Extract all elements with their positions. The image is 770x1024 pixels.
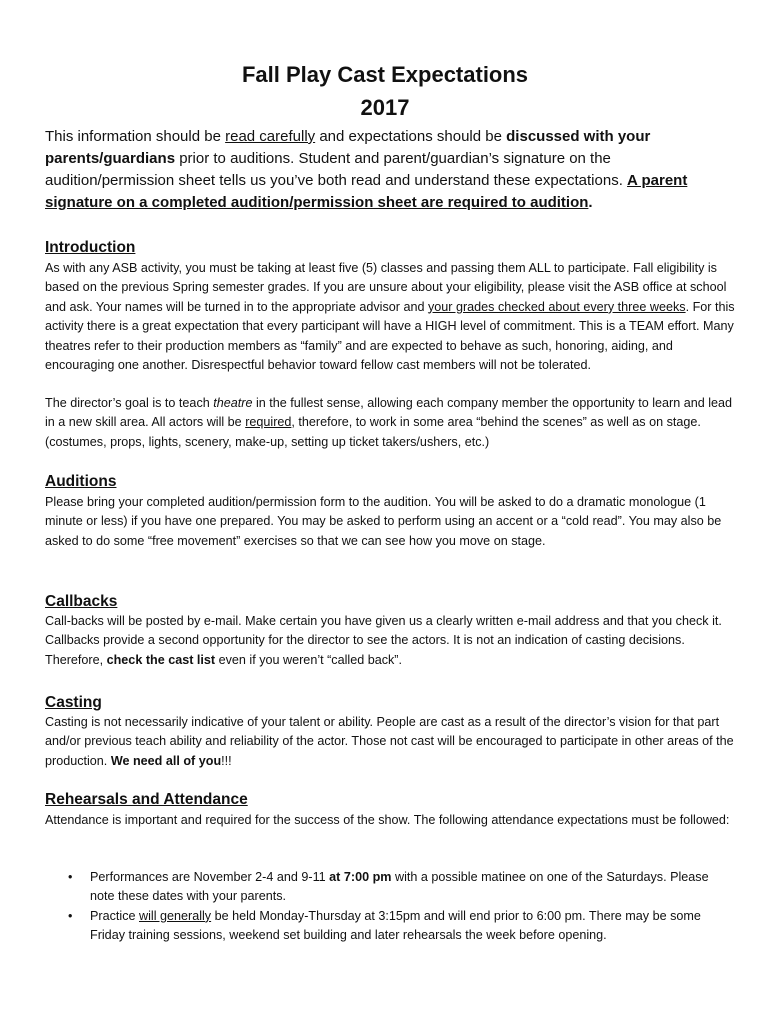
introduction-grades-checked: your grades checked about every three weeks	[427, 299, 686, 314]
intro-text-1: This information should be	[45, 128, 226, 145]
callbacks-paragraph	[45, 612, 735, 670]
introduction-heading: Introduction	[45, 239, 136, 256]
callbacks-text-a: Call-backs will be posted by e-mail. Make certain you have given us a clearly written e-mail address and that you check it. Callbacks provide a second opportunity for the director to see the actors. It is not an indication of casting decisions. Therefore,	[45, 614, 722, 667]
bullet-1-time: at 7:00 pm	[329, 870, 392, 884]
rehearsals-paragraph: Attendance is important and required for the success of the show. The following attendance expectations must be followed:	[45, 813, 730, 827]
intro-emphasis-discussed: discussed with your parents/guardians	[45, 128, 651, 167]
intro-paragraph	[45, 126, 735, 214]
introduction-paragraph-1	[45, 259, 735, 375]
document-title: Fall Play Cast Expectations	[241, 62, 529, 87]
introduction-text-2c: in the fullest sense, allowing each company member the opportunity to learn and lead in a new skill area. All actors will be	[45, 396, 733, 430]
introduction-text-c: . For this activity there is a great expectation that every participant will have a HIGH level of commitment. This is a TEAM effort. Many theatres refer to their production members as “family” and are expected to behave as such, honoring, aiding, and encouraging one another. Disrespectful behavior toward fellow cast members will not be tolerated.	[45, 299, 735, 373]
bullet-2-text-a: Practice	[90, 908, 139, 923]
casting-heading: Casting	[45, 694, 102, 711]
auditions-heading: Auditions	[45, 473, 117, 490]
callbacks-check-cast-list: check the cast list	[106, 652, 216, 667]
intro-emphasis-read-carefully: read carefully	[225, 128, 316, 145]
bullet-2-will-generally: will generally	[139, 908, 212, 923]
casting-paragraph	[45, 713, 735, 771]
introduction-paragraph-2	[45, 394, 735, 452]
bullet-1-text-c: with a possible matinee on one of the Saturdays. Please note these dates with your parents.	[90, 870, 709, 904]
list-item	[45, 868, 735, 907]
bullet-icon: •	[68, 908, 73, 923]
auditions-paragraph: Please bring your completed audition/permission form to the audition. You will be asked to do a dramatic monologue (1 minute or less) if you have one prepared. You may be asked to perform using an accent or a “cold read”. You may also be asked to do some “free movement” exercises so that we can see how you move on stage.	[45, 495, 722, 548]
bullet-2-text-c: be held Monday-Thursday at 3:15pm and will end prior to 6:00 pm. There may be some Friday training sessions, weekend set building and later rehearsals the week before opening.	[90, 908, 701, 943]
intro-text-5: prior to auditions. Student and parent/guardian’s signature on the audition/permission sheet tells us you’ve both read and understand these expectations.	[45, 150, 628, 189]
casting-text-a: Casting is not necessarily indicative of your talent or ability. People are cast as a result of the director’s vision for that part and/or previous teach ability and reliability of the actor. Those not cast will be encouraged to participate in other areas of the production.	[45, 715, 734, 768]
document-year: 2017	[360, 95, 410, 120]
bullet-1-text-a: Performances are November 2-4 and 9-11	[90, 870, 330, 884]
intro-text-7: .	[588, 194, 593, 211]
callbacks-heading: Callbacks	[45, 593, 118, 610]
bullet-icon: •	[68, 870, 73, 884]
intro-text-3: and expectations should be	[315, 128, 507, 145]
callbacks-text-c: even if you weren’t “called back”.	[215, 652, 403, 667]
casting-we-need-all: We need all of you	[110, 753, 222, 768]
rehearsal-bullet-list	[45, 868, 735, 946]
introduction-required: required	[245, 415, 292, 430]
introduction-text-2a: The director’s goal is to teach	[45, 396, 214, 410]
introduction-text-a: As with any ASB activity, you must be taking at least five (5) classes and passing them ALL to participate. Fall eligibility is based on the previous Spring semester grades. If you are unsure about your eligibility, please visit the ASB office at school and ask. Your names will be turned in to the appropriate advisor and	[45, 261, 727, 314]
introduction-text-2e: , therefore, to work in some area “behind the scenes” as well as on stage. (costumes, props, lights, scenery, make-up, setting up ticket takers/ushers, etc.)	[45, 415, 701, 449]
casting-text-c: !!!	[221, 753, 232, 768]
intro-emphasis-signature-required: A parent signature on a completed audition/permission sheet are required to audition	[45, 172, 688, 211]
list-item	[45, 907, 735, 946]
rehearsals-heading: Rehearsals and Attendance	[45, 791, 248, 808]
introduction-theatre: theatre	[213, 396, 253, 410]
